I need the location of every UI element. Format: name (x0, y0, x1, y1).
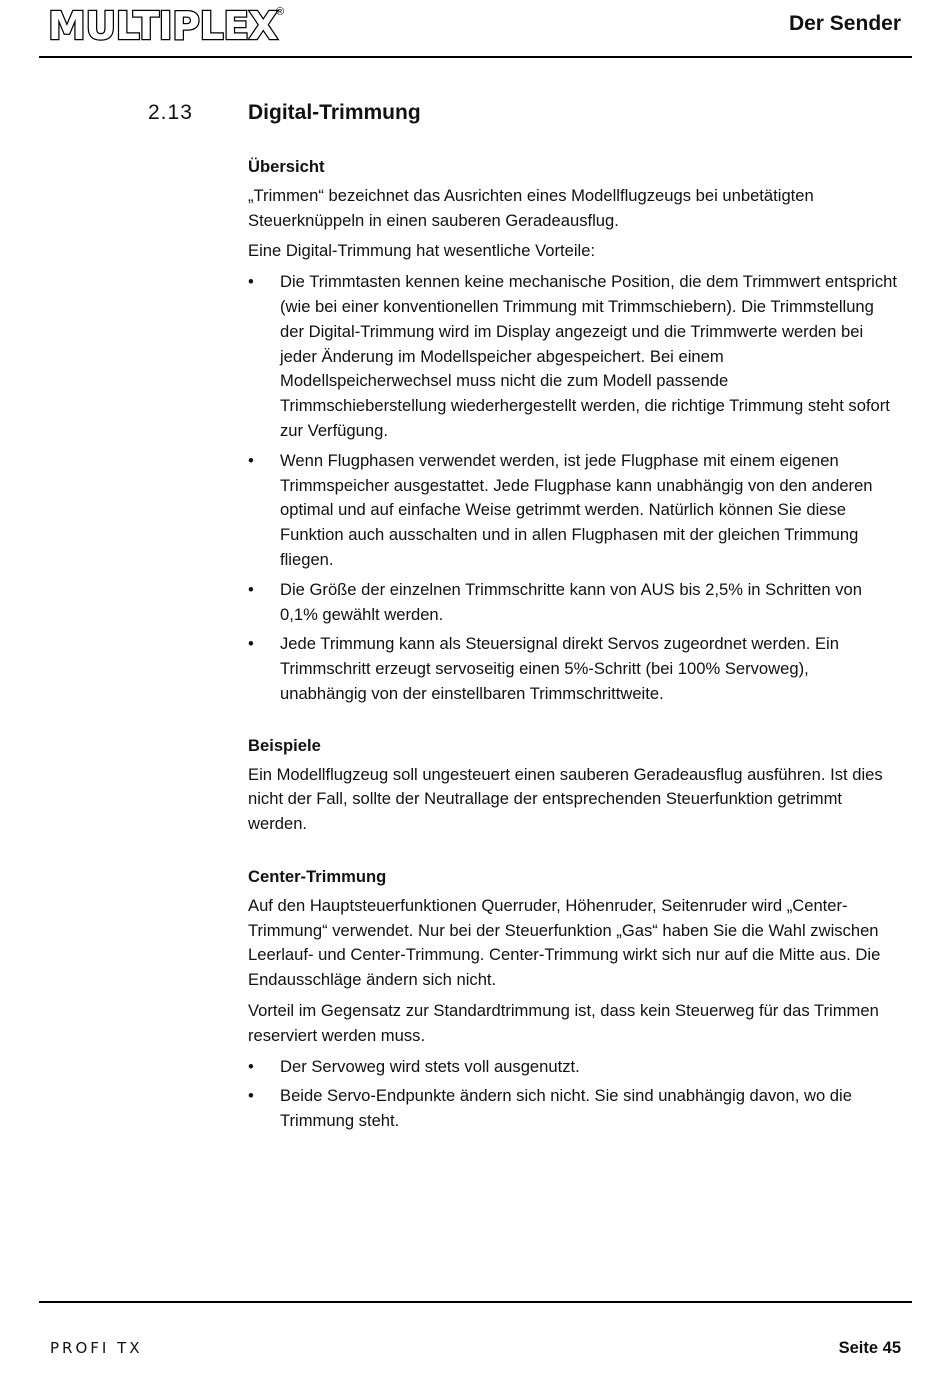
list-item-text: Die Trimmtasten kennen keine mechanische Position, die dem Trimmwert entspricht (wie bei einer konventionellen Trimmung mit Trimmschiebern). Die Trimmstellung der Digital-Trimmung wird im Display angezeigt und die Trimmwerte werden bei jeder Änderung im Modellspeicher abgespeichert. Bei einem Modellspeicherwechsel muss nicht die zum Modell passende Trimmschieberstellung wiederhergestellt werden, die richtige Trimmung steht sofort zur Verfügung. (280, 272, 897, 440)
center-trim-bullet-list (248, 1055, 898, 1134)
section-title: Digital-Trimmung (248, 101, 421, 124)
list-item (248, 270, 898, 444)
product-name: PROFI TX (50, 1339, 143, 1357)
section-number: 2.13 (148, 101, 193, 124)
list-item (248, 1084, 898, 1134)
bullet-icon: • (248, 450, 254, 470)
bullet-icon: • (248, 579, 254, 599)
list-item-text: Jede Trimmung kann als Steuersignal direkt Servos zugeordnet werden. Ein Trimmschritt erzeugt servoseitig einen 5%-Schritt (bei 100% Servoweg), unabhängig von der einstellbaren Trimmschrittweite. (280, 634, 839, 703)
overview-paragraph-2: Eine Digital-Trimmung hat wesentliche Vorteile: (248, 241, 596, 261)
list-item-text: Der Servoweg wird stets voll ausgenutzt. (280, 1056, 580, 1076)
bullet-icon: • (248, 1086, 254, 1106)
brand-logo (48, 6, 277, 46)
bullet-icon: • (248, 634, 254, 654)
list-item (248, 1055, 898, 1080)
center-trim-paragraph-1: Auf den Hauptsteuerfunktionen Querruder, Höhenruder, Seitenruder wird „Center-Trimmung“ verwendet. Nur bei der Steuerfunktion „Gas“ haben Sie die Wahl zwischen Leerlauf- und Center-Trimmung. Center-Trimmung wirkt sich nur auf die Mitte aus. Die Endausschläge ändern sich nicht. (248, 895, 881, 990)
center-trim-heading: Center-Trimmung (248, 866, 387, 886)
header-rule (39, 56, 912, 58)
page-content (248, 155, 898, 1139)
list-item-text: Wenn Flugphasen verwendet werden, ist jede Flugphase mit einem eigenen Trimmspeicher ausgestattet. Jede Flugphase kann unabhängig von den anderen optimal und auf einfache Weise getrimmt werden. Natürlich können Sie diese Funktion auch ausschalten und in allen Flugphasen mit der gleichen Trimmung fliegen. (280, 450, 873, 569)
list-item (248, 449, 898, 573)
page-number: Seite 45 (838, 1339, 901, 1357)
footer-rule (39, 1301, 912, 1303)
registered-mark: ® (276, 6, 285, 18)
list-item-text: Die Größe der einzelnen Trimmschritte kann von AUS bis 2,5% in Schritten von 0,1% gewählt werden. (280, 579, 862, 624)
examples-heading: Beispiele (248, 735, 321, 755)
bullet-icon: • (248, 272, 254, 292)
overview-bullet-list (248, 270, 898, 707)
center-trim-paragraph-2: Vorteil im Gegensatz zur Standardtrimmung ist, dass kein Steuerweg für das Trimmen reserviert werden muss. (248, 1000, 879, 1045)
overview-paragraph-1: „Trimmen“ bezeichnet das Ausrichten eines Modellflugzeugs bei unbetätigten Steuerknüppeln in einen sauberen Geradeausflug. (248, 185, 814, 230)
list-item (248, 632, 898, 706)
logo-text: MULTIPLEX (48, 4, 278, 48)
bullet-icon: • (248, 1056, 254, 1076)
list-item-text: Beide Servo-Endpunkte ändern sich nicht. Sie sind unabhängig davon, wo die Trimmung steht. (280, 1086, 852, 1131)
chapter-title: Der Sender (788, 12, 901, 35)
examples-paragraph-1: Ein Modellflugzeug soll ungesteuert einen sauberen Geradeausflug ausführen. Ist dies nicht der Fall, sollte der Neutrallage der entsprechenden Steuerfunktion getrimmt werden. (248, 764, 883, 834)
list-item (248, 578, 898, 628)
overview-heading: Übersicht (248, 157, 325, 176)
